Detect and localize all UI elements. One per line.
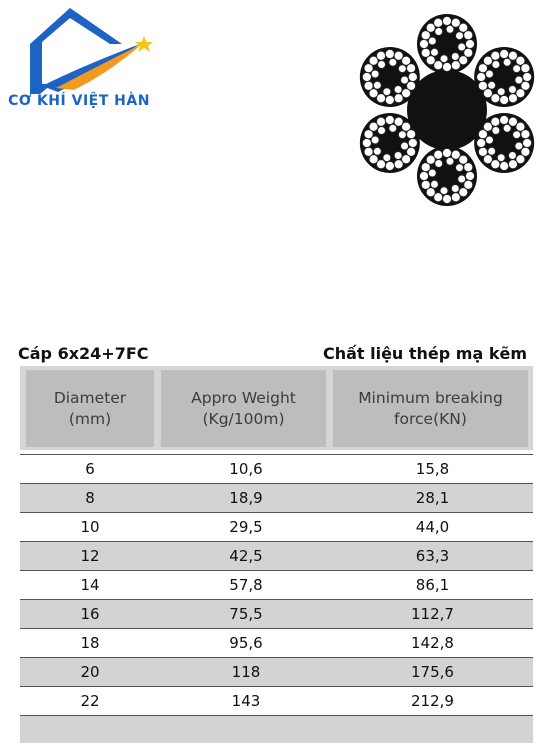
cell-diameter: 22	[80, 692, 100, 710]
table-row	[20, 542, 533, 571]
wire-rope-cross-section-icon	[355, 5, 545, 215]
header-weight: Appro Weight (Kg/100m)	[161, 370, 326, 447]
table-body	[20, 455, 533, 716]
cell-weight: 29,5	[229, 518, 263, 536]
cell-weight: 143	[231, 692, 261, 710]
table-header	[20, 366, 533, 450]
cell-breaking-force: 15,8	[415, 460, 450, 478]
cell-weight: 95,6	[229, 634, 263, 652]
cell-breaking-force: 212,9	[411, 692, 454, 710]
product-material: Chất liệu thép mạ kẽm	[322, 344, 527, 363]
spec-table	[20, 366, 533, 743]
house-star-icon	[22, 6, 172, 101]
table-footer-row	[20, 716, 533, 743]
header-diameter: Diameter (mm)	[26, 370, 154, 447]
table-row	[20, 658, 533, 687]
cell-breaking-force: 175,6	[411, 663, 454, 681]
cell-diameter: 18	[80, 634, 100, 652]
cell-weight: 18,9	[229, 489, 263, 507]
table-row	[20, 600, 533, 629]
cell-diameter: 6	[85, 460, 95, 478]
cell-diameter: 8	[85, 489, 95, 507]
cell-breaking-force: 28,1	[415, 489, 450, 507]
cell-weight: 57,8	[229, 576, 263, 594]
table-row	[20, 571, 533, 600]
cell-weight: 118	[231, 663, 261, 681]
table-row	[20, 687, 533, 716]
table-row	[20, 513, 533, 542]
table-row	[20, 484, 533, 513]
cell-weight: 42,5	[229, 547, 263, 565]
cell-diameter: 20	[80, 663, 100, 681]
table-row	[20, 455, 533, 484]
cell-diameter: 10	[80, 518, 100, 536]
header-breaking-force: Minimum breaking force(KN)	[333, 370, 528, 447]
table-row	[20, 629, 533, 658]
cell-breaking-force: 142,8	[411, 634, 454, 652]
cell-breaking-force: 63,3	[415, 547, 450, 565]
cell-breaking-force: 44,0	[415, 518, 450, 536]
cell-breaking-force: 86,1	[415, 576, 450, 594]
cell-diameter: 16	[80, 605, 100, 623]
cell-diameter: 12	[80, 547, 100, 565]
cell-weight: 75,5	[229, 605, 263, 623]
brand-name: CƠ KHÍ VIỆT HÀN	[8, 93, 150, 109]
cell-breaking-force: 112,7	[411, 605, 454, 623]
product-title: Cáp 6x24+7FC	[18, 344, 149, 363]
cell-diameter: 14	[80, 576, 100, 594]
cell-weight: 10,6	[229, 460, 263, 478]
